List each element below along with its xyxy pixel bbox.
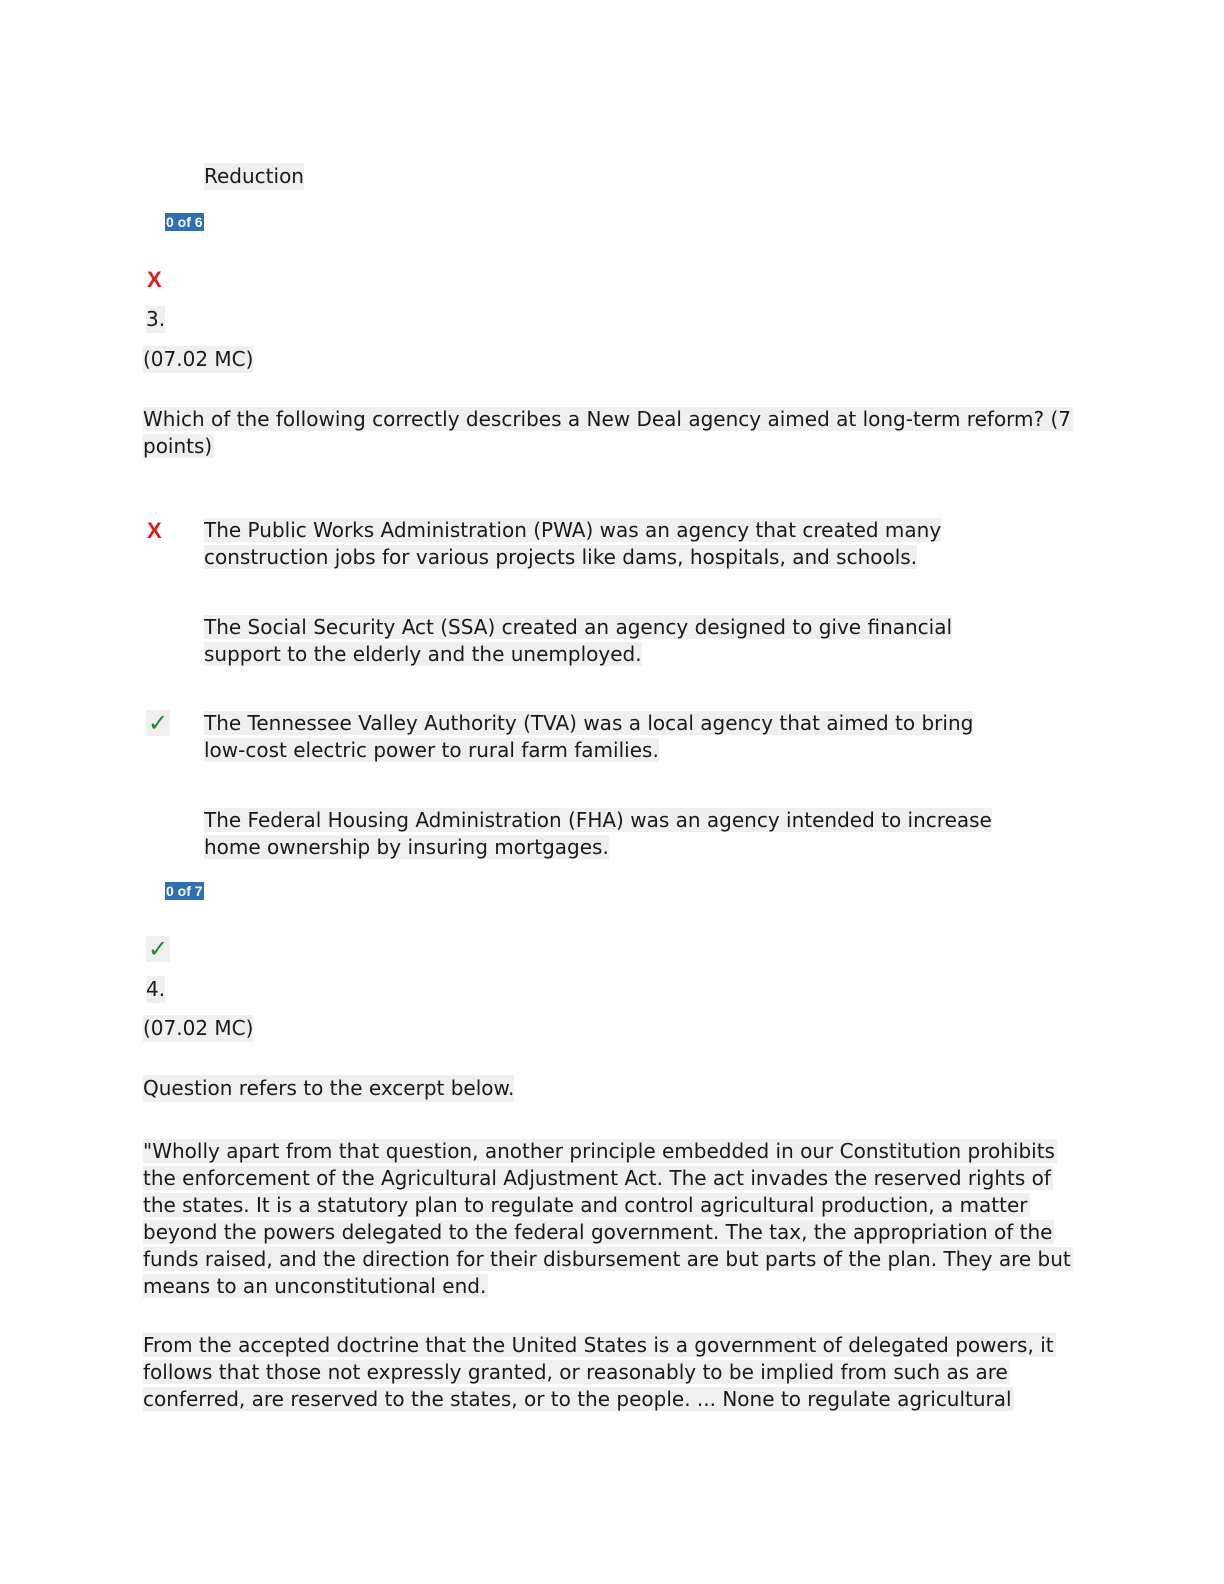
excerpt-line: From the accepted doctrine that the United States is a government of delegated powers, it bbox=[143, 1333, 1054, 1357]
answer-choice[interactable] bbox=[204, 807, 992, 861]
excerpt-paragraph bbox=[143, 1138, 1073, 1300]
check-mark-icon: ✓ bbox=[148, 935, 169, 963]
excerpt-line: beyond the powers delegated to the federal government. The tax, the appropriation of the bbox=[143, 1220, 1053, 1244]
excerpt-line: funds raised, and the direction for their disbursement are but parts of the plan. They are but bbox=[143, 1247, 1071, 1271]
x-mark-icon: X bbox=[147, 267, 162, 292]
answer-choice[interactable] bbox=[204, 614, 952, 668]
question-number: 4. bbox=[146, 977, 166, 1001]
answer-choice-line: The Public Works Administration (PWA) was an agency that created many bbox=[204, 518, 942, 542]
answer-choice-line: low-cost electric power to rural farm families. bbox=[204, 738, 659, 762]
answer-choice[interactable] bbox=[204, 710, 973, 764]
excerpt-line: the states. It is a statutory plan to regulate and control agricultural production, a matter bbox=[143, 1193, 1028, 1217]
answer-choice-line: The Social Security Act (SSA) created an agency designed to give financial bbox=[204, 615, 953, 639]
question-intro: Question refers to the excerpt below. bbox=[143, 1076, 515, 1100]
answer-choice-line: The Tennessee Valley Authority (TVA) was a local agency that aimed to bring bbox=[204, 711, 974, 735]
answer-choice-line: The Federal Housing Administration (FHA) was an agency intended to increase bbox=[204, 808, 992, 832]
question-number: 3. bbox=[146, 307, 166, 331]
question-code: (07.02 MC) bbox=[143, 1016, 254, 1040]
excerpt-line: the enforcement of the Agricultural Adjustment Act. The act invades the reserved rights of bbox=[143, 1166, 1051, 1190]
question-prompt-line: points) bbox=[143, 434, 213, 458]
score-badge: 0 of 7 bbox=[166, 883, 203, 899]
question-prompt-line: Which of the following correctly describes a New Deal agency aimed at long-term reform? (7 bbox=[143, 407, 1072, 431]
excerpt-line: conferred, are reserved to the states, or to the people. ... None to regulate agricultural bbox=[143, 1387, 1012, 1411]
excerpt-line: means to an unconstitutional end. bbox=[143, 1274, 487, 1298]
answer-choice-line: home ownership by insuring mortgages. bbox=[204, 835, 609, 859]
answer-choice[interactable] bbox=[204, 517, 941, 571]
excerpt-paragraph bbox=[143, 1332, 1056, 1413]
score-badge: 0 of 6 bbox=[166, 214, 203, 230]
answer-choice-line: construction jobs for various projects like dams, hospitals, and schools. bbox=[204, 545, 918, 569]
check-mark-icon: ✓ bbox=[148, 709, 169, 737]
excerpt-line: "Wholly apart from that question, another principle embedded in our Constitution prohibits bbox=[143, 1139, 1055, 1163]
excerpt-line: follows that those not expressly granted, or reasonably to be implied from such as are bbox=[143, 1360, 1008, 1384]
x-mark-icon: X bbox=[147, 518, 162, 543]
question-prompt bbox=[143, 406, 1073, 460]
question-code: (07.02 MC) bbox=[143, 347, 254, 371]
previous-choice-text: Reduction bbox=[204, 164, 304, 188]
answer-choice-line: support to the elderly and the unemployed. bbox=[204, 642, 642, 666]
